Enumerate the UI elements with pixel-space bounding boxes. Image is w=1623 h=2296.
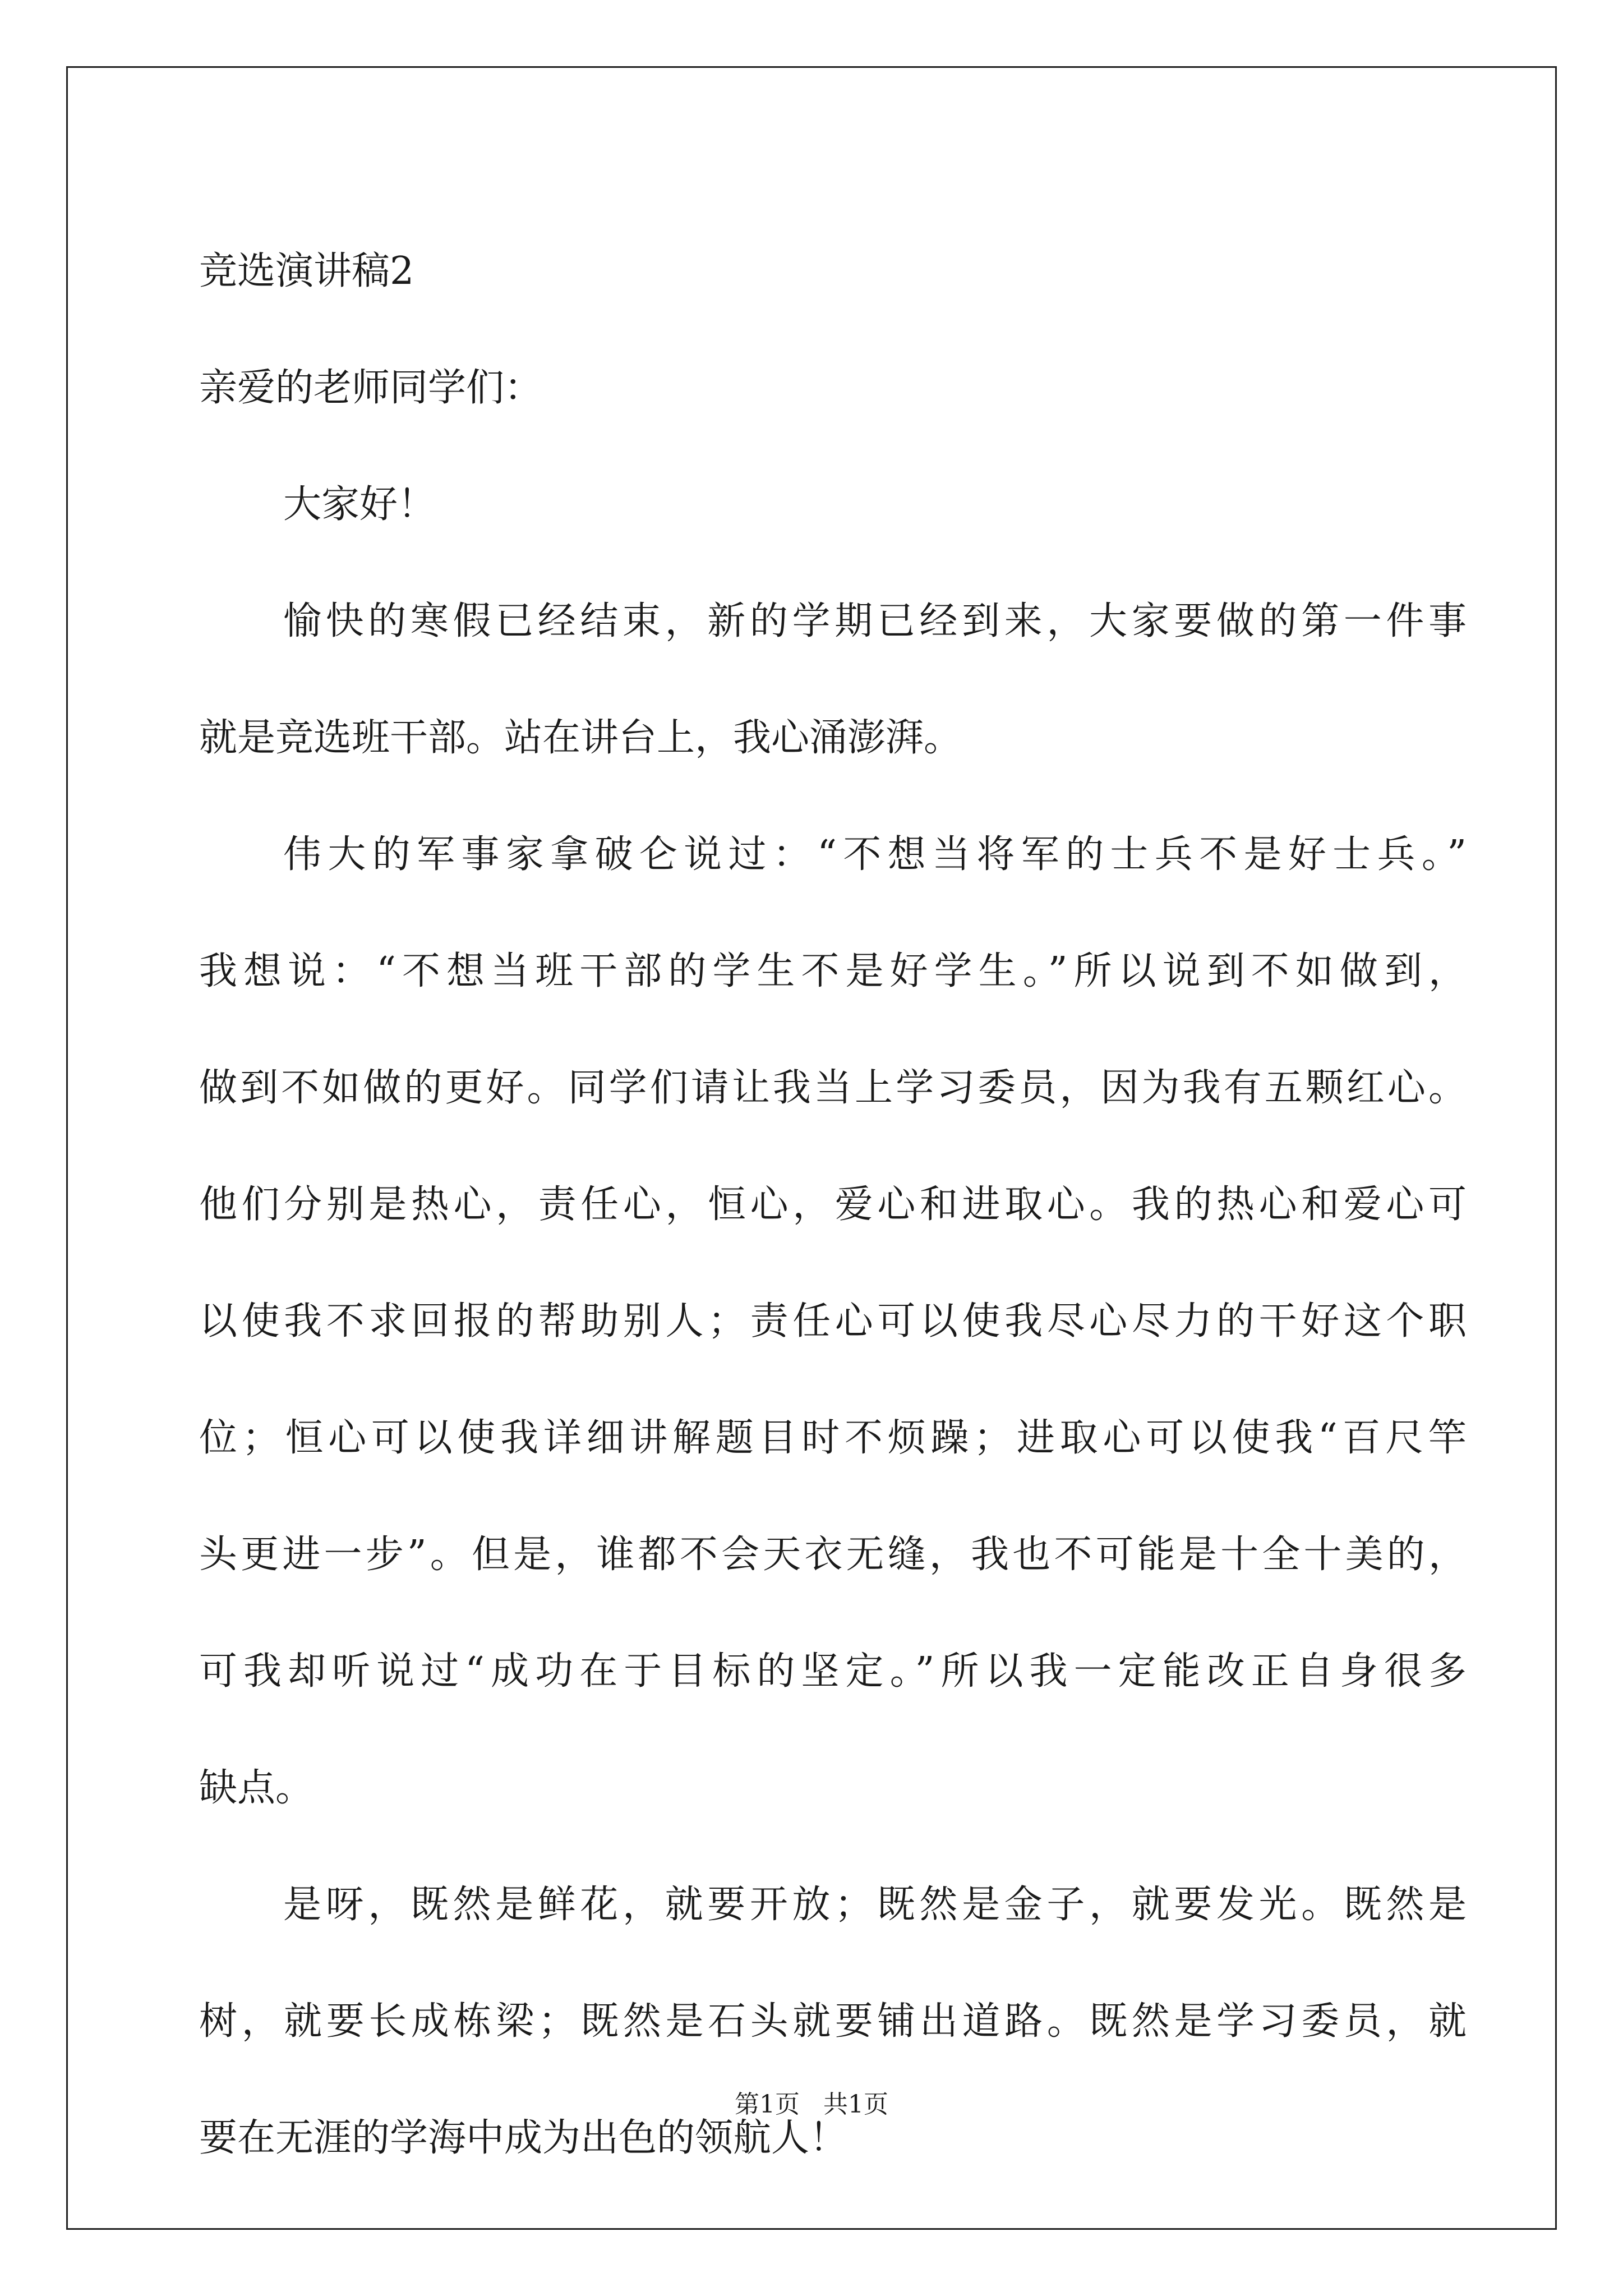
paragraph-line: 就是竞选班干部。站在讲台上，我心涌澎湃。: [199, 716, 962, 760]
paragraph-1: [199, 563, 1467, 797]
paragraph-line: 可我却听说过“成功在于目标的坚定。”所以我一定能改正自身很多: [199, 1649, 1467, 1694]
document-title: 竞选演讲稿2: [199, 249, 414, 293]
paragraph-line: 要在无涯的学海中成为出色的领航人！: [199, 2116, 848, 2160]
paragraph-line: 做到不如做的更好。同学们请让我当上学习委员，因为我有五颗红心。: [199, 1066, 1467, 1110]
paragraph-2: [199, 797, 1467, 1847]
paragraph-line: 位；恒心可以使我详细讲解题目时不烦躁；进取心可以使我“百尺竿: [199, 1416, 1467, 1460]
paragraph-line: 以使我不求回报的帮助别人；责任心可以使我尽心尽力的干好这个职: [199, 1299, 1467, 1343]
paragraph-line: 树，就要长成栋梁；既然是石头就要铺出道路。既然是学习委员，就: [199, 1999, 1467, 2044]
document-body: [199, 213, 1467, 2197]
paragraph-line: 伟大的军事家拿破仑说过：“不想当将军的士兵不是好士兵。”: [283, 832, 1467, 877]
paragraph-line: 头更进一步”。但是，谁都不会天衣无缝，我也不可能是十全十美的，: [199, 1533, 1467, 1577]
paragraph-3: [199, 1847, 1467, 2197]
greeting: 大家好！: [283, 482, 436, 527]
salutation: 亲爱的老师同学们：: [199, 366, 543, 410]
paragraph-line: 愉快的寒假已经结束，新的学期已经到来，大家要做的第一件事: [283, 599, 1467, 643]
paragraph-line: 我想说：“不想当班干部的学生不是好学生。”所以说到不如做到，: [199, 949, 1467, 993]
paragraph-line: 缺点。: [199, 1766, 314, 1810]
page-number-footer: 第1页 共1页: [735, 2090, 888, 2119]
paragraph-line: 是呀，既然是鲜花，就要开放；既然是金子，就要发光。既然是: [283, 1883, 1467, 1927]
paragraph-line: 他们分别是热心，责任心，恒心，爱心和进取心。我的热心和爱心可: [199, 1182, 1467, 1227]
